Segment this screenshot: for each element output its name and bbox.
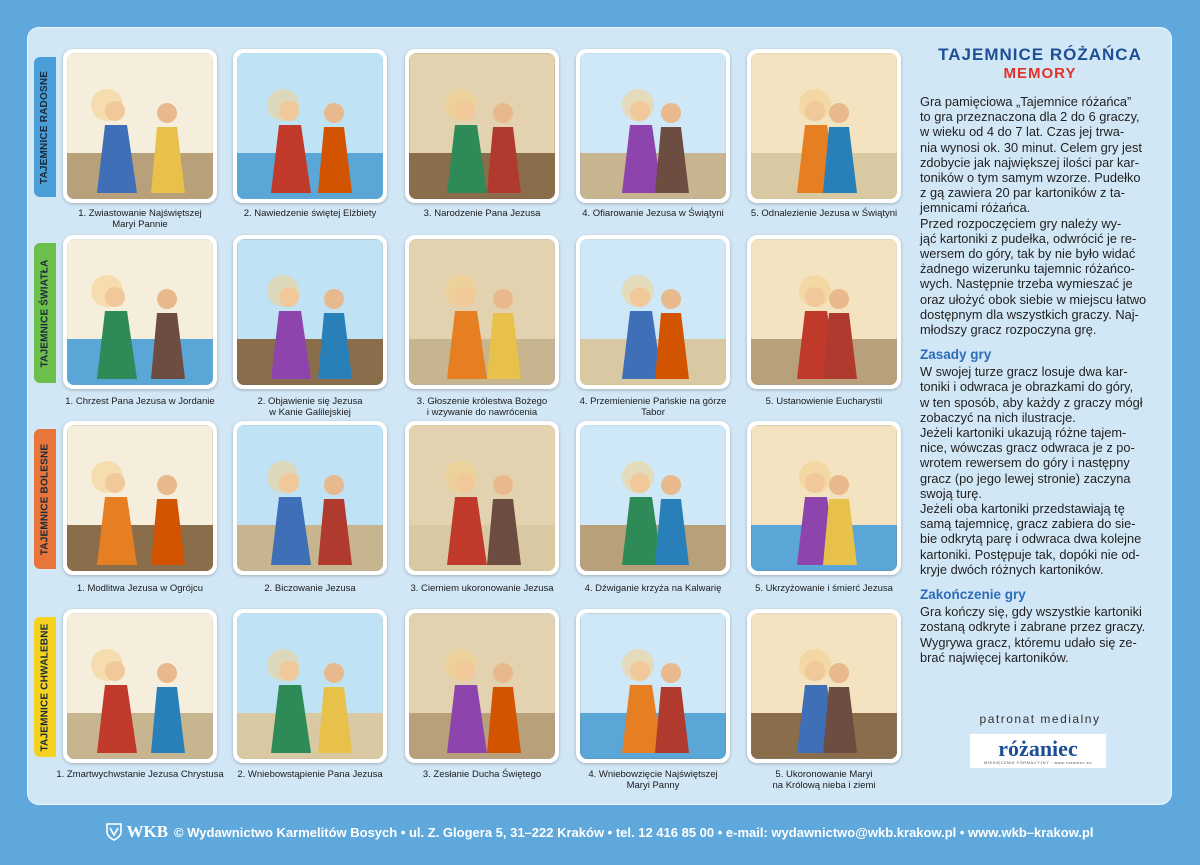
card-caption [739,583,909,594]
card-caption [568,396,738,418]
rozaniec-logo-subtitle: MIESIĘCZNIK FORMACYJNY · www.rozaniec.eu [984,759,1092,765]
card-caption-line: 4. Ofiarowanie Jezusa w Świątyni [582,208,724,219]
intro-line: z gą zawiera 20 par kartoników z ta- [920,185,1125,201]
crowning-thorns-scene-icon [409,425,555,571]
wkb-logo-text: WKB [126,822,169,841]
last-supper-scene-icon [751,239,897,385]
card-caption-line: 1. Zmartwychwstanie Jezusa Chrystusa [56,769,224,780]
media-patronage-label: patronat medialny [979,712,1101,726]
intro-line: oraz ułożyć obok siebie w miejscu łatwo [920,291,1147,307]
page-title: TAJEMNICE RÓŻAŃCA [938,45,1142,64]
rules-line: gracz (po jego lewej stronie) zaczyna [920,470,1131,486]
row-label-1 [34,57,56,197]
rules-line: Jeżeli kartoniki ukazują różne tajem- [920,425,1127,441]
mystery-card [63,421,217,575]
mystery-card [747,235,901,389]
mystery-card [405,49,559,203]
card-caption-line: 3. Głoszenie królestwa Bożego [416,396,548,407]
card-caption-line: 5. Ustanowienie Eucharystii [765,396,883,407]
mystery-card [576,235,730,389]
card-caption [55,208,225,230]
card-caption [397,396,567,418]
row-label-2 [34,243,56,383]
mystery-card [405,609,559,763]
row-label-text: TAJEMNICE RADOSNE [39,70,51,184]
finding-in-temple-scene-icon [751,53,897,199]
end-heading: Zakończenie gry [920,587,1026,603]
presentation-scene-icon [580,53,726,199]
mystery-card [747,609,901,763]
mystery-card [405,235,559,389]
card-caption-line: 2. Biczowanie Jezusa [264,583,356,594]
rules-line: samą tajemnicę, gracz zabiera do sie- [920,516,1136,532]
card-caption [225,396,395,418]
intro-line: wych. Następnie trzeba wymieszać je [920,276,1133,292]
card-caption-line: w Kanie Galilejskiej [269,407,351,418]
nativity-scene-icon [409,53,555,199]
card-caption-line: 2. Objawienie się Jezusa [257,396,363,407]
row-label-text: TAJEMNICE CHWALEBNE [39,622,51,752]
card-caption-line: 5. Odnalezienie Jezusa w Świątyni [750,208,898,219]
end-line: Wygrywa gracz, któremu udało się ze- [920,634,1137,650]
mystery-card [747,421,901,575]
intro-line: żadnego wizerunku tajemnic różańco- [920,261,1135,277]
intro-line: nia wynosi ok. 30 minut. Celem gry jest [920,139,1142,155]
card-caption-line: 3. Narodzenie Pana Jezusa [423,208,541,219]
rules-line: nice, wówczas gracz odwraca je z po- [920,440,1135,456]
baptism-scene-icon [67,239,213,385]
rules-line: toniki i odwraca je obrazkami do góry, [920,379,1134,395]
annunciation-scene-icon [67,53,213,199]
page-subtitle: MEMORY [1003,65,1077,82]
card-caption-line: Maryi Pannie [112,219,168,230]
row-label-text: TAJEMNICE ŚWIATŁA [39,258,51,368]
footer [0,812,1200,852]
ascension-scene-icon [237,613,383,759]
gethsemane-scene-icon [67,425,213,571]
card-caption [225,769,395,780]
mystery-card [233,49,387,203]
intro-line: zdobycie jak największej ilości par kar- [920,154,1140,170]
mystery-card [747,49,901,203]
card-caption-line: na Królową nieba i ziemi [772,780,876,791]
card-caption [55,769,225,780]
visitation-scene-icon [237,53,383,199]
intro-line: Gra pamięciowa „Tajemnice różańca” [920,94,1132,109]
card-caption [568,583,738,594]
intro-line: to gra przeznaczona dla 2 do 6 graczy, [920,109,1140,125]
intro-line: dostępnym dla wszystkich graczy. Naj- [920,306,1139,322]
intro-line: wersem do góry, tak by nie było widać [920,246,1136,262]
card-caption [397,769,567,780]
preaching-scene-icon [409,239,555,385]
mystery-card [63,49,217,203]
end-line: brać najwięcej kartoników. [920,649,1069,665]
mystery-card [63,609,217,763]
card-caption-line: 2. Nawiedzenie świętej Elżbiety [243,208,377,219]
card-caption [225,208,395,219]
card-caption [55,396,225,407]
wkb-logo [106,822,168,842]
rules-line: zobaczyć na nich ilustracje. [920,409,1076,425]
rules-line: bie odkrytą parę i odwraca dwa kolejne [920,531,1142,547]
card-caption [397,208,567,219]
row-label-text: TAJEMNICE BOLESNE [39,443,51,555]
end-line: Gra kończy się, gdy wszystkie kartoniki [920,604,1142,620]
rules-line: kryje dwóch różnych kartoników. [920,561,1104,577]
instructions-column [920,45,1160,665]
scourging-scene-icon [237,425,383,571]
intro-line: Przed rozpoczęciem gry należy wy- [920,215,1122,231]
rules-line: swoją turę. [920,485,982,501]
card-caption [55,583,225,594]
rules-heading: Zasady gry [920,347,992,363]
card-caption [397,583,567,594]
end-line: zostaną odkryte i zabrane przez graczy. [920,619,1146,635]
card-caption-line: 3. Cierniem ukoronowanie Jezusa [410,583,554,594]
row-label-3 [34,429,56,569]
mystery-card [576,421,730,575]
intro-line: w wieku od 4 do 7 lat. Czas jej trwa- [920,124,1125,140]
footer-contact-text: © Wydawnictwo Karmelitów Bosych • ul. Z. Glogera 5, 31–222 Kraków • tel. 12 416 85 00 • e-mail: wydawnictwo@wkb.krakow.pl • www.wkb–krakow.pl [174,824,1094,840]
rules-line: Jeżeli oba kartoniki przedstawiają tę [920,501,1125,517]
mystery-card [405,421,559,575]
rules-text [920,364,1160,577]
card-caption-line: 4. Dźwiganie krzyża na Kalwarię [584,583,722,594]
card-caption-line: 5. Ukoronowanie Maryi [775,769,873,780]
rules-line: w ten sposób, aby każdy z graczy mógł [920,394,1143,410]
row-label-4 [34,617,56,757]
resurrection-tomb-scene-icon [67,613,213,759]
transfiguration-scene-icon [580,239,726,385]
rules-line: W swojej turze gracz losuje dwa kar- [920,364,1128,380]
coronation-scene-icon [751,613,897,759]
mystery-card [233,235,387,389]
mystery-card [233,609,387,763]
cana-wedding-scene-icon [237,239,383,385]
intro-line: jąć kartoniki z pudełka, odwrócić je re- [920,230,1137,246]
card-caption-line: 1. Chrzest Pana Jezusa w Jordanie [65,396,215,407]
card-caption-line: 1. Zwiastowanie Najświętszej [78,208,202,219]
card-caption-line: 2. Wniebowstąpienie Pana Jezusa [237,769,383,780]
card-caption [739,208,909,219]
card-caption [225,583,395,594]
card-caption [568,208,738,219]
end-text [920,604,1160,665]
intro-line: toników o tym samym wzorze. Pudełko [920,170,1141,186]
mystery-card [233,421,387,575]
mystery-card [576,609,730,763]
rozaniec-logo [970,734,1106,768]
card-caption [739,396,909,407]
card-caption-line: Maryi Panny [626,780,680,791]
card-caption-line: 5. Ukrzyżowanie i śmierć Jezusa [755,583,893,594]
intro-line: jemnicami różańca. [920,200,1031,216]
card-caption-line: 1. Modlitwa Jezusa w Ogrójcu [76,583,204,594]
intro-line: młodszy gracz rozpoczyna grę. [920,322,1097,338]
mystery-card [576,49,730,203]
rules-line: wrotem rewersem do góry i następny [920,455,1130,471]
intro-text [920,94,1160,337]
crucifixion-scene-icon [751,425,897,571]
rozaniec-logo-text: różaniec [998,735,1078,761]
holy-spirit-dove-scene-icon [409,613,555,759]
card-caption [568,769,738,791]
card-caption-line: 3. Zesłanie Ducha Świętego [422,769,542,780]
card-caption-line: 4. Przemienienie Pańskie na górze Tabor [579,396,727,418]
card-caption [739,769,909,791]
card-caption-line: i wzywanie do nawrócenia [426,407,538,418]
card-caption-line: 4. Wniebowzięcie Najświętszej [588,769,718,780]
rules-line: kartoniki. Postępuje tak, dopóki nie od- [920,546,1140,562]
wkb-crest-icon [106,823,122,841]
assumption-scene-icon [580,613,726,759]
mystery-card [63,235,217,389]
carrying-cross-scene-icon [580,425,726,571]
